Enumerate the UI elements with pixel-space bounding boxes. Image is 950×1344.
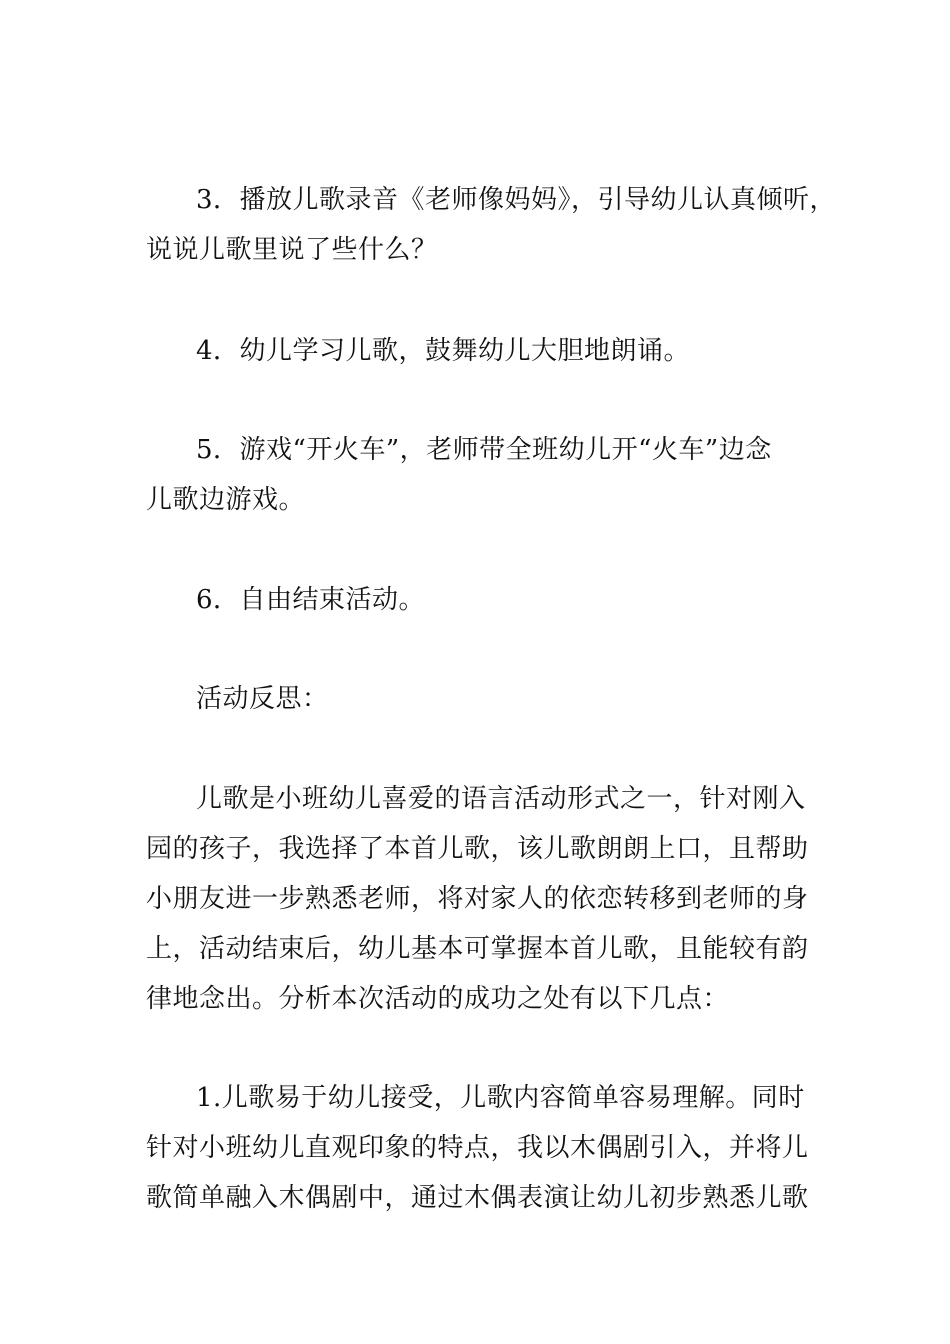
text-line: 说说儿歌里说了些什么？ <box>146 235 438 265</box>
paragraph-step-5 <box>146 425 810 525</box>
text-line: 活动反思： <box>196 684 329 714</box>
text-line: 儿歌边游戏。 <box>146 485 306 515</box>
paragraph-step-6 <box>146 575 810 625</box>
text-line: 园的孩子，我选择了本首儿歌，该儿歌朗朗上口，且帮助 <box>146 834 809 864</box>
paragraph-reflection <box>146 774 810 1024</box>
text-line: 小朋友进一步熟悉老师，将对家人的依恋转移到老师的身 <box>146 884 809 914</box>
paragraph-point-1 <box>146 1073 810 1223</box>
text-line: 律地念出。分析本次活动的成功之处有以下几点： <box>146 984 730 1014</box>
text-line: 6．自由结束活动。 <box>196 585 426 615</box>
text-line: 儿歌是小班幼儿喜爱的语言活动形式之一，针对刚入 <box>196 784 806 814</box>
text-line: 针对小班幼儿直观印象的特点，我以木偶剧引入，并将儿 <box>146 1133 809 1163</box>
text-line: 3．播放儿歌录音《老师像妈妈》，引导幼儿认真倾听， <box>196 185 837 215</box>
text-line: 歌简单融入木偶剧中，通过木偶表演让幼儿初步熟悉儿歌 <box>146 1183 809 1213</box>
paragraph-step-3 <box>146 175 837 275</box>
text-line: 4．幼儿学习儿歌，鼓舞幼儿大胆地朗诵。 <box>196 336 691 366</box>
paragraph-step-4 <box>146 326 810 376</box>
text-line: 上，活动结束后，幼儿基本可掌握本首儿歌，且能较有韵 <box>146 934 809 964</box>
section-heading-reflection <box>146 674 810 724</box>
text-line: 5．游戏“开火车”，老师带全班幼儿开“火车”边念 <box>196 435 772 465</box>
text-line: 1.儿歌易于幼儿接受，儿歌内容简单容易理解。同时 <box>196 1083 805 1113</box>
